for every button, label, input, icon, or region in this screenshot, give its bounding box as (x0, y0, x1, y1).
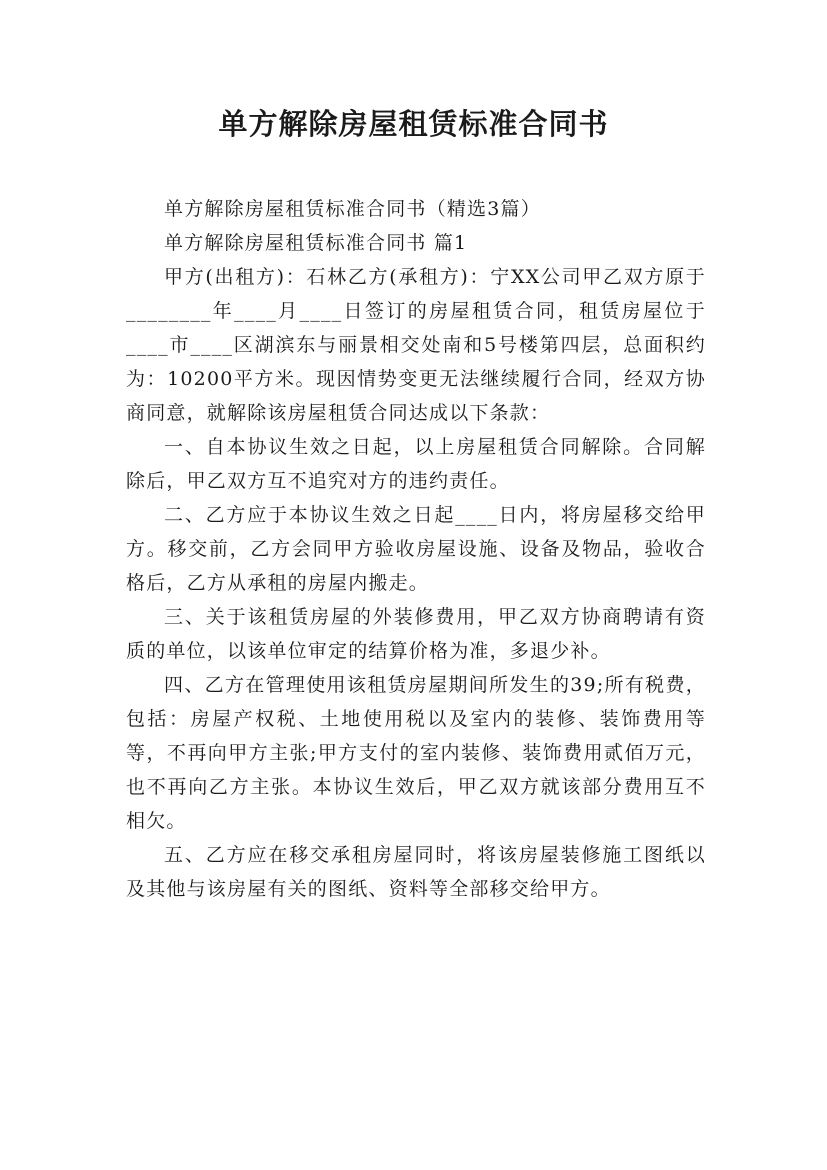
paragraph-parties: 甲方(出租方)：石林乙方(承租方)：宁XX公司甲乙双方原于________年____月____日签订的房屋租赁合同，租赁房屋位于____市____区湖滨东与丽景相交处南和5号楼第四层，总面积约为：10200平方米。现因情势变更无法继续履行合同，经双方协商同意，就解除该房屋租赁合同达成以下条款： (126, 266, 706, 424)
paragraph-clause-1: 一、自本协议生效之日起，以上房屋租赁合同解除。合同解除后，甲乙双方互不追究对方的违约责任。 (126, 436, 706, 492)
paragraph-clause-4: 四、乙方在管理使用该租赁房屋期间所发生的39;所有税费，包括：房屋产权税、土地使用税以及室内的装修、装饰费用等等，不再向甲方主张;甲方支付的室内装修、装饰费用贰佰万元，也不再向乙方主张。本协议生效后，甲乙双方就该部分费用互不相欠。 (126, 674, 706, 832)
document-body (126, 192, 706, 906)
paragraph-subtitle: 单方解除房屋租赁标准合同书（精选3篇） (164, 198, 541, 220)
document-title: 单方解除房屋租赁标准合同书 (218, 107, 609, 141)
paragraph-clause-5: 五、乙方应在移交承租房屋同时，将该房屋装修施工图纸以及其他与该房屋有关的图纸、资料等全部移交给甲方。 (126, 844, 706, 900)
paragraph-clause-2: 二、乙方应于本协议生效之日起____日内，将房屋移交给甲方。移交前，乙方会同甲方验收房屋设施、设备及物品，验收合格后，乙方从承租的房屋内搬走。 (126, 504, 706, 594)
paragraph-section-heading: 单方解除房屋租赁标准合同书 篇1 (164, 232, 468, 254)
paragraph-clause-3: 三、关于该租赁房屋的外装修费用，甲乙双方协商聘请有资质的单位，以该单位审定的结算价格为准，多退少补。 (126, 606, 706, 662)
